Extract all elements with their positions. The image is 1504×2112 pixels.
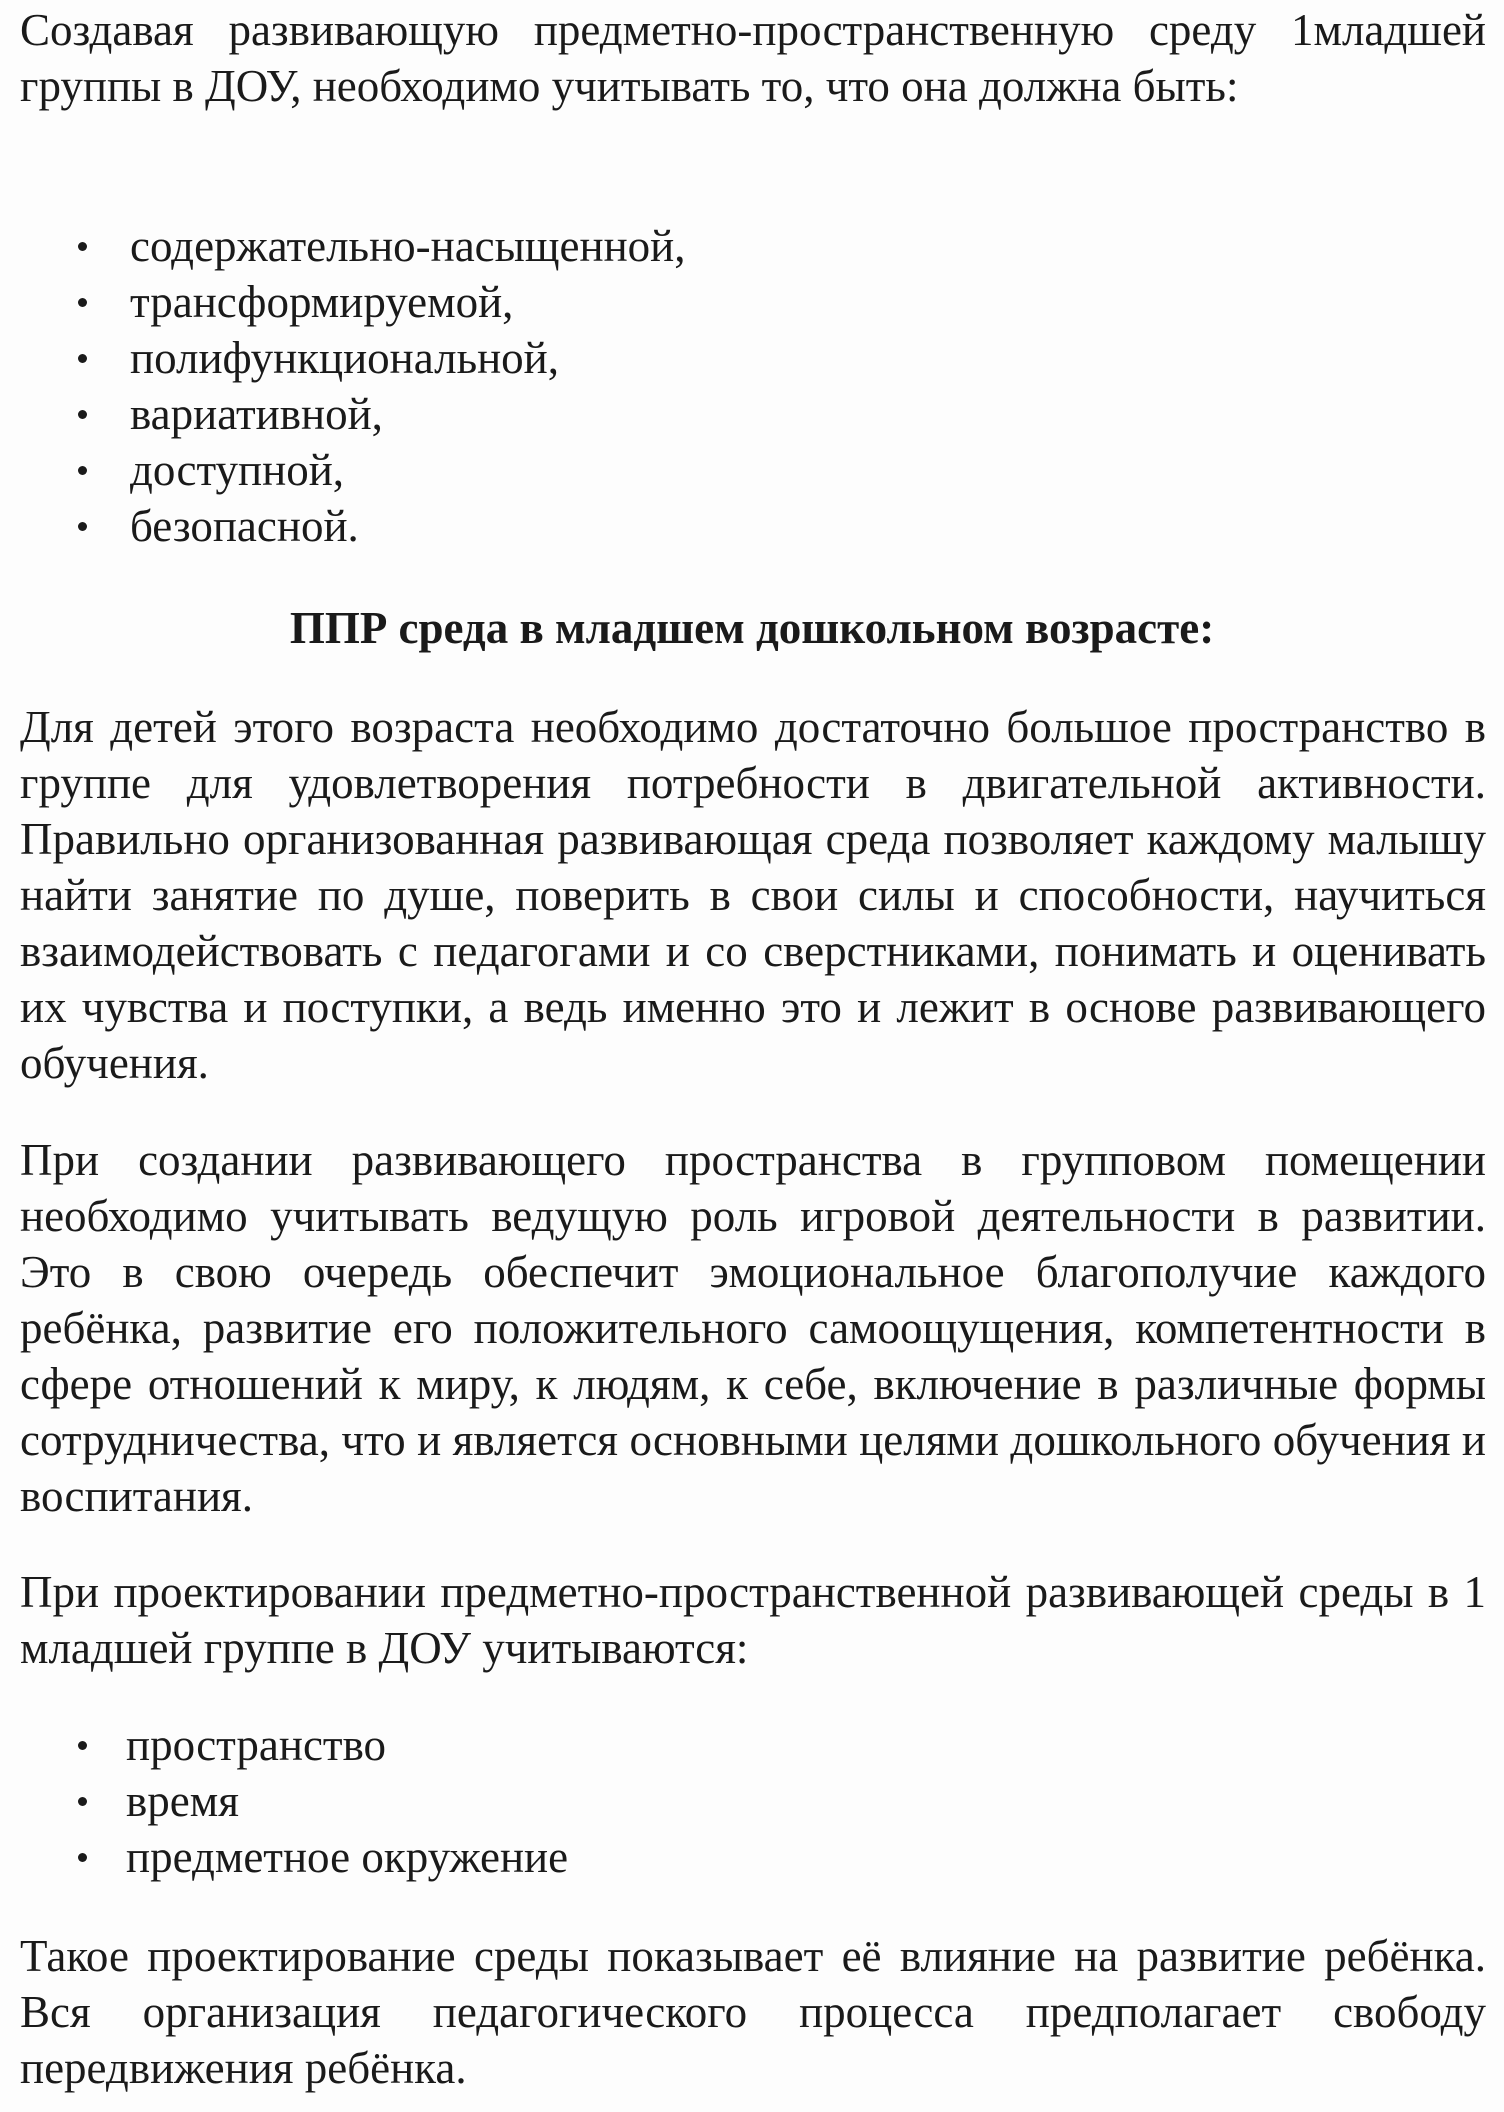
bullet-icon bbox=[78, 298, 87, 307]
list-item-text: содержательно-насыщенной, bbox=[130, 221, 686, 271]
bullet-icon bbox=[78, 242, 87, 251]
section-heading: ППР среда в младшем дошкольном возрасте: bbox=[289, 603, 1215, 653]
body-paragraph: Для детей этого возраста необходимо достаточно большое пространство в группе для удовлетворения потребности в двигательной активности. Правильно организованная развивающая среда позволяет каждому малышу найти занятие по душе, поверить в свои силы и способности, научиться взаимодействовать с педагогами и со сверстниками, понимать и оценивать их чувства и поступки, а ведь именно это и лежит в основе развивающего обучения. bbox=[20, 702, 1486, 1088]
bullet-icon bbox=[78, 522, 87, 531]
body-paragraph: При проектировании предметно-пространственной развивающей среды в 1 младшей группе в ДОУ учитываются: bbox=[20, 1567, 1486, 1673]
list-item-text: трансформируемой, bbox=[130, 277, 514, 327]
intro-paragraph: Создавая развивающую предметно-пространственную среду 1младшей группы в ДОУ, необходимо учитывать то, что она должна быть: bbox=[20, 5, 1486, 111]
list-item-text: доступной, bbox=[130, 445, 345, 495]
bullet-icon bbox=[78, 1853, 87, 1862]
bullet-icon bbox=[78, 1741, 87, 1750]
bullet-icon bbox=[78, 410, 87, 419]
body-paragraph: Такое проектирование среды показывает её влияние на развитие ребёнка. Вся организация педагогического процесса предполагает свободу передвижения ребёнка. bbox=[20, 1931, 1486, 2093]
bullet-icon bbox=[78, 354, 87, 363]
list-item-text: полифункциональной, bbox=[130, 333, 560, 383]
bullet-icon bbox=[78, 466, 87, 475]
list-item-text: пространство bbox=[126, 1720, 387, 1770]
bullet-icon bbox=[78, 1797, 87, 1806]
list-item-text: предметное окружение bbox=[126, 1832, 569, 1882]
list-item-text: безопасной. bbox=[130, 501, 359, 551]
list-item-text: вариативной, bbox=[130, 389, 383, 439]
body-paragraph: При создании развивающего пространства в групповом помещении необходимо учитывать ведущую роль игровой деятельности в развитии. Это в свою очередь обеспечит эмоциональное благополучие каждого ребёнка, развитие его положительного самоощущения, компетентности в сфере отношений к миру, к людям, к себе, включение в различные формы сотрудничества, что и является основными целями дошкольного обучения и воспитания. bbox=[20, 1135, 1486, 1521]
list-item-text: время bbox=[126, 1776, 239, 1826]
